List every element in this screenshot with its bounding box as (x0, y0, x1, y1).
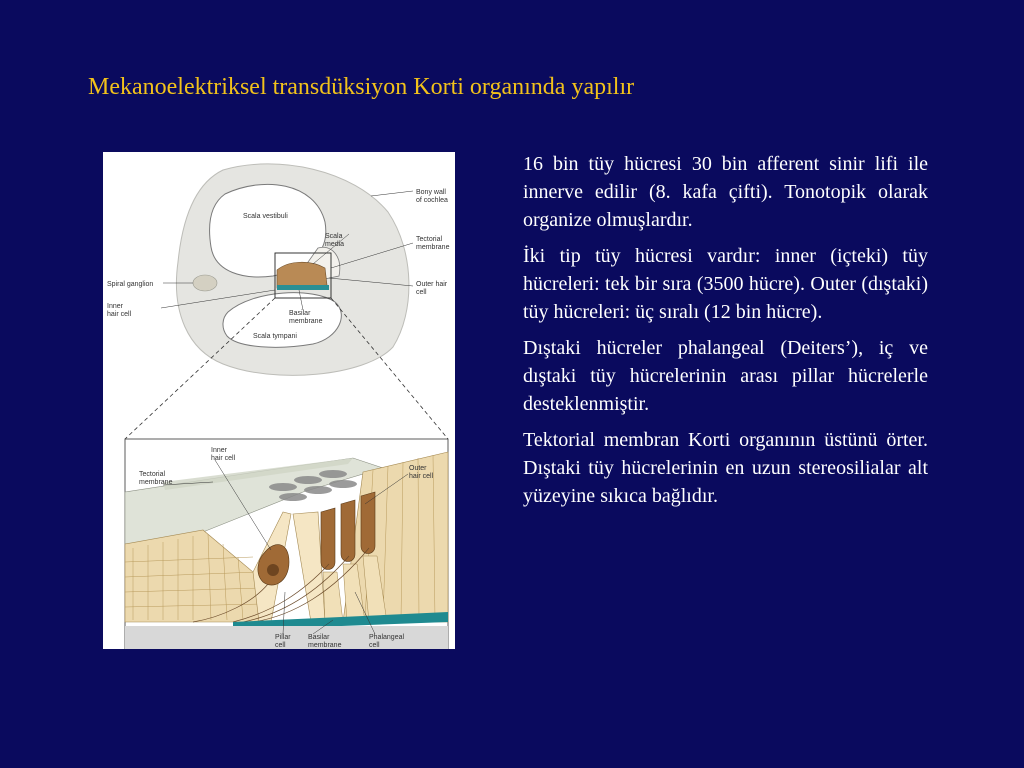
organ-of-corti-detail (125, 439, 448, 649)
label-scala-vestibuli: Scala vestibuli (243, 213, 288, 220)
label-pillar-cell: Pillar (275, 634, 291, 641)
label-scala-media: Scala (325, 233, 343, 240)
paragraph-tectorial-membrane: Tektorial membran Korti organının üstünü örter. Dıştaki tüy hücrelerinin en uzun stereosilialar alt yüzeyine sıkıca bağlıdır. (523, 429, 928, 507)
cochlea-figure (103, 152, 455, 649)
label-basilar-membrane-top: Basilar (289, 310, 311, 317)
slide-title: Mekanoelektriksel transdüksiyon Korti organında yapılır (88, 74, 635, 100)
paragraph-hair-cells-count: 16 bin tüy hücresi 30 bin afferent sinir lifi ile innerve edilir (8. kafa çifti). Tonotopik olarak organize olmuşlardır. (523, 153, 928, 231)
label-bony-wall-2: of cochlea (416, 197, 448, 204)
label-basilar-membrane-2: membrane (308, 642, 342, 649)
label-spiral-ganglion: Spiral ganglion (107, 281, 154, 288)
slide-body (523, 150, 928, 518)
label-tectorial-membrane: Tectorial (139, 471, 166, 478)
cochlea-cross-section (107, 164, 450, 375)
label-tectorial-membrane-top-2: membrane (416, 244, 450, 251)
label-inner-hair-cell-2: hair cell (211, 455, 236, 462)
label-outer-hair-cell-top-2: cell (416, 289, 427, 296)
label-inner-hair-cell: Inner (211, 447, 227, 454)
label-phalangeal-cell-2: cell (369, 642, 380, 649)
paragraph-hair-cell-types: İki tip tüy hücresi vardır: inner (içteki) tüy hücreleri: tek bir sıra (3500 hücre). Outer (dıştaki) tüy hücreleri: üç sıralı (12 bin hücre). (523, 245, 928, 323)
label-bony-wall: Bony wall (416, 189, 446, 196)
label-phalangeal-cell: Phalangeal (369, 634, 405, 641)
label-basilar-membrane: Basilar (308, 634, 330, 641)
label-outer-hair-cell: Outer (409, 465, 427, 472)
label-basilar-membrane-top-2: membrane (289, 318, 323, 325)
label-inner-hair-cell-top: Inner (107, 303, 123, 310)
label-outer-hair-cell-top: Outer hair (416, 281, 448, 288)
label-scala-tympani: Scala tympani (253, 333, 297, 340)
cochlea-illustration (103, 152, 455, 649)
label-scala-media-2: media (325, 241, 345, 248)
label-outer-hair-cell-2: hair cell (409, 473, 434, 480)
label-tectorial-membrane-top: Tectorial (416, 236, 443, 243)
paragraph-supporting-cells: Dıştaki hücreler phalangeal (Deiters’), iç ve dıştaki tüy hücrelerinin arası pillar hücrelerle desteklenmiştir. (523, 337, 928, 415)
label-inner-hair-cell-top-2: hair cell (107, 311, 132, 318)
label-tectorial-membrane-2: membrane (139, 479, 173, 486)
label-pillar-cell-2: cell (275, 642, 286, 649)
